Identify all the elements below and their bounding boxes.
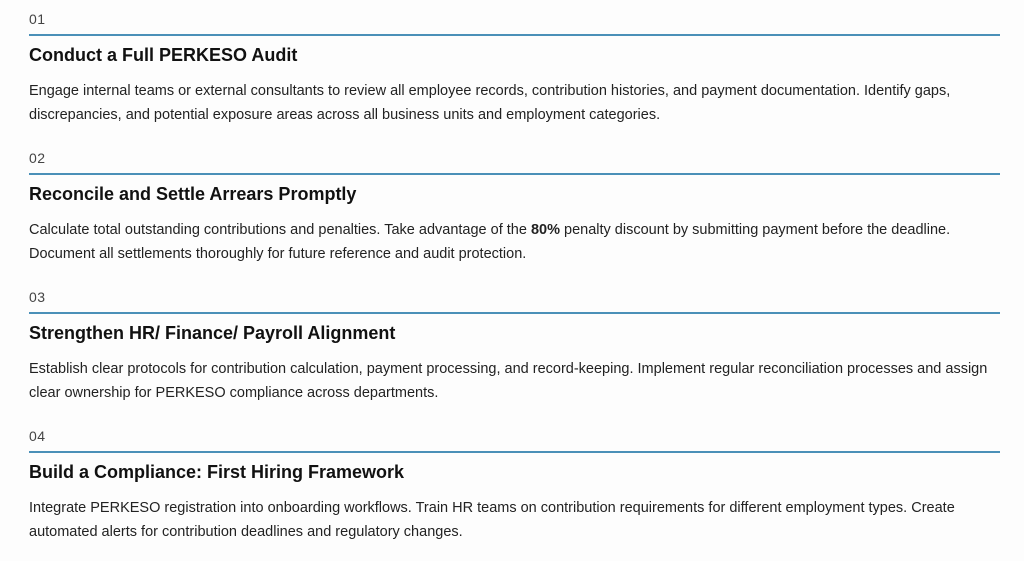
step-description-end: penalty discount by submitting payment before the deadline. Document all settlements thoroughly for future reference and audit protection. <box>29 222 951 262</box>
step-number: 03 <box>29 289 46 305</box>
step-title: Conduct a Full PERKESO Audit <box>29 45 298 65</box>
step-divider <box>29 312 1000 314</box>
step-divider <box>29 451 1000 453</box>
step-number: 04 <box>29 428 46 444</box>
discount-highlight: 80% <box>530 222 560 238</box>
step-description: Engage internal teams or external consultants to review all employee records, contribution histories, and payment documentation. Identify gaps, discrepancies, and potential exposure areas across all business units and employment categories. <box>29 83 951 123</box>
step-number: 01 <box>29 11 46 27</box>
step-title: Reconcile and Settle Arrears Promptly <box>29 184 357 204</box>
step-description <box>29 218 1000 266</box>
step-description-start: Calculate total outstanding contributions and penalties. Take advantage of the <box>29 222 531 238</box>
step-title: Build a Compliance: First Hiring Framework <box>29 462 405 482</box>
step-divider <box>29 34 1000 36</box>
step-title: Strengthen HR/ Finance/ Payroll Alignment <box>29 323 396 343</box>
step-description: Integrate PERKESO registration into onboarding workflows. Train HR teams on contribution requirements for different employment types. Create automated alerts for contribution deadlines and regulatory changes. <box>29 500 955 540</box>
step-number: 02 <box>29 150 46 166</box>
step-description: Establish clear protocols for contribution calculation, payment processing, and record-keeping. Implement regular reconciliation processes and assign clear ownership for PERKESO compliance across departments. <box>29 361 988 401</box>
step-divider <box>29 173 1000 175</box>
